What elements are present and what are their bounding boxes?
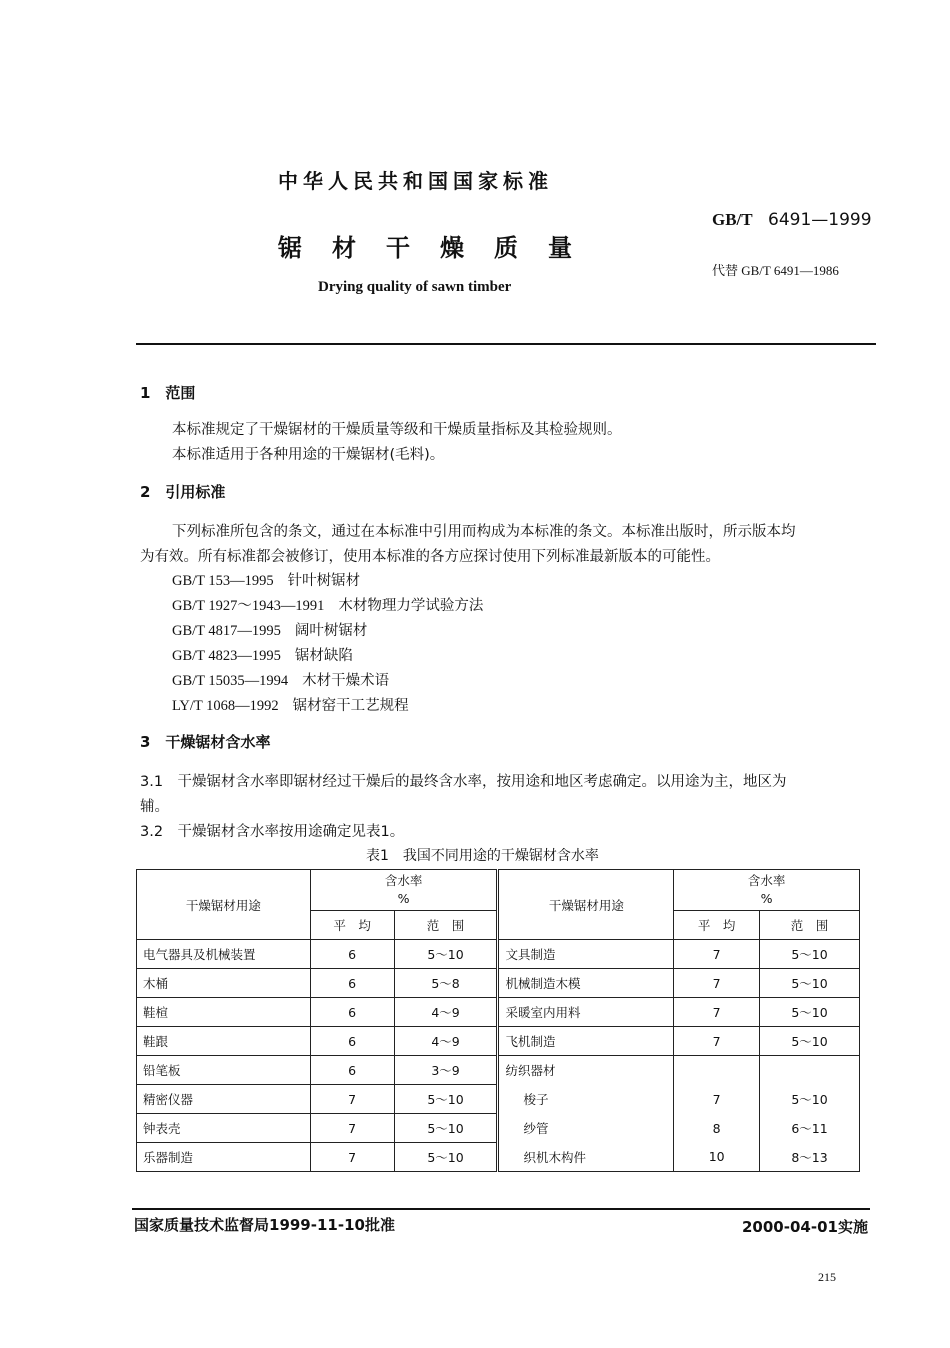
section-3-1-paragraph: 辅。 — [140, 799, 169, 815]
table-row — [137, 969, 860, 998]
use-cell: 鞋跟 — [137, 1027, 311, 1056]
reference-code: GB/T 1927～1943—1991 — [172, 598, 325, 614]
range-cell: 8～13 — [760, 1143, 860, 1172]
section-2-intro: 下列标准所包含的条文，通过在本标准中引用而构成为本标准的条文。本标准出版时，所示版本均 — [172, 524, 796, 540]
table-row — [137, 1085, 860, 1114]
reference-item — [172, 694, 409, 715]
header-use: 干燥锯材用途 — [137, 870, 311, 940]
header-moisture-unit: % — [397, 891, 410, 906]
range-cell: 4～9 — [394, 1027, 498, 1056]
use-cell: 纺织器材 — [498, 1056, 674, 1085]
range-cell: 4～9 — [394, 998, 498, 1027]
range-cell: 5～10 — [394, 1114, 498, 1143]
reference-name: 阔叶树锯材 — [294, 623, 368, 639]
average-cell: 7 — [310, 1085, 394, 1114]
replaces-note: 代替 GB/T 6491—1986 — [712, 263, 839, 278]
reference-code: GB/T 15035—1994 — [172, 673, 289, 689]
section-2-intro: 为有效。所有标准都会被修订，使用本标准的各方应探讨使用下列标准最新版本的可能性。 — [140, 549, 720, 565]
section-1-heading: 1 范围 — [140, 384, 196, 402]
reference-code: LY/T 1068—1992 — [172, 698, 279, 714]
range-cell: 5～10 — [394, 1143, 498, 1172]
average-cell: 7 — [310, 1114, 394, 1143]
header-moisture-label: 含水率 — [747, 873, 786, 888]
moisture-content-table — [136, 869, 860, 1172]
range-cell: 5～10 — [760, 940, 860, 969]
header-range: 范 围 — [394, 911, 498, 940]
average-cell: 7 — [674, 998, 760, 1027]
average-cell: 6 — [310, 998, 394, 1027]
reference-name: 木材干燥术语 — [302, 673, 390, 689]
average-cell: 6 — [310, 969, 394, 998]
average-cell: 7 — [674, 969, 760, 998]
table-caption: 表1 我国不同用途的干燥锯材含水率 — [366, 848, 599, 864]
reference-item — [172, 669, 389, 690]
standard-code-number: 6491—1999 — [768, 210, 872, 230]
average-cell: 6 — [310, 1027, 394, 1056]
national-standard-title: 中华人民共和国国家标准 — [278, 169, 553, 193]
table-row — [137, 1027, 860, 1056]
range-cell: 3～9 — [394, 1056, 498, 1085]
header-moisture — [310, 870, 498, 911]
average-cell: 10 — [674, 1143, 760, 1172]
use-cell: 钟表壳 — [137, 1114, 311, 1143]
header-rule — [136, 343, 876, 345]
table-row — [137, 1056, 860, 1085]
use-cell: 电气器具及机械装置 — [137, 940, 311, 969]
range-cell: 5～10 — [760, 969, 860, 998]
average-cell: 6 — [310, 1056, 394, 1085]
reference-item — [172, 594, 483, 615]
average-cell: 7 — [674, 1085, 760, 1114]
reference-name: 锯材窑干工艺规程 — [292, 698, 409, 714]
reference-code: GB/T 153—1995 — [172, 573, 274, 589]
header-moisture-label: 含水率 — [384, 873, 423, 888]
average-cell: 7 — [674, 1027, 760, 1056]
use-cell: 木桶 — [137, 969, 311, 998]
standard-title: 锯材干燥质量 — [278, 234, 602, 262]
section-3-1-paragraph: 3.1 干燥锯材含水率即锯材经过干燥后的最终含水率，按用途和地区考虑确定。以用途为主，地区为 — [140, 774, 787, 790]
standard-title-english: Drying quality of sawn timber — [318, 279, 512, 295]
table-row — [137, 998, 860, 1027]
section-3-heading: 3 干燥锯材含水率 — [140, 733, 271, 751]
standard-code — [712, 210, 872, 230]
range-cell: 6～11 — [760, 1114, 860, 1143]
header-average: 平 均 — [310, 911, 394, 940]
section-2-heading: 2 引用标准 — [140, 483, 226, 501]
use-cell: 文具制造 — [498, 940, 674, 969]
range-cell: 5～10 — [760, 998, 860, 1027]
header-moisture-unit: % — [760, 891, 773, 906]
reference-name: 锯材缺陷 — [294, 648, 353, 664]
reference-item — [172, 619, 367, 640]
use-cell: 织机木构件 — [498, 1143, 674, 1172]
use-cell: 采暖室内用料 — [498, 998, 674, 1027]
footer-rule — [132, 1208, 870, 1210]
range-cell: 5～8 — [394, 969, 498, 998]
use-cell: 精密仪器 — [137, 1085, 311, 1114]
range-cell: 5～10 — [760, 1085, 860, 1114]
use-cell: 乐器制造 — [137, 1143, 311, 1172]
range-cell — [760, 1056, 860, 1085]
header-use: 干燥锯材用途 — [498, 870, 674, 940]
average-cell: 7 — [674, 940, 760, 969]
section-1-paragraph: 本标准适用于各种用途的干燥锯材(毛料)。 — [172, 447, 445, 463]
reference-item — [172, 569, 360, 590]
use-cell: 机械制造木模 — [498, 969, 674, 998]
range-cell: 5～10 — [394, 1085, 498, 1114]
page-number: 215 — [818, 1270, 836, 1284]
section-3-2-paragraph: 3.2 干燥锯材含水率按用途确定见表1。 — [140, 824, 405, 840]
use-cell: 鞋楦 — [137, 998, 311, 1027]
standard-code-prefix: GB/T — [712, 210, 753, 229]
average-cell: 7 — [310, 1143, 394, 1172]
range-cell: 5～10 — [394, 940, 498, 969]
average-cell: 8 — [674, 1114, 760, 1143]
average-cell — [674, 1056, 760, 1085]
reference-code: GB/T 4817—1995 — [172, 623, 281, 639]
header-average: 平 均 — [674, 911, 760, 940]
section-1-paragraph: 本标准规定了干燥锯材的干燥质量等级和干燥质量指标及其检验规则。 — [172, 422, 622, 438]
range-cell: 5～10 — [760, 1027, 860, 1056]
header-moisture — [674, 870, 860, 911]
reference-code: GB/T 4823—1995 — [172, 648, 281, 664]
use-cell: 飞机制造 — [498, 1027, 674, 1056]
reference-name: 针叶树锯材 — [287, 573, 361, 589]
approval-note: 国家质量技术监督局1999-11-10批准 — [134, 1216, 395, 1234]
average-cell: 6 — [310, 940, 394, 969]
table-row — [137, 940, 860, 969]
table-row — [137, 1114, 860, 1143]
reference-name: 木材物理力学试验方法 — [338, 598, 484, 614]
table-row — [137, 1143, 860, 1172]
use-cell: 梭子 — [498, 1085, 674, 1114]
use-cell: 纱管 — [498, 1114, 674, 1143]
reference-item — [172, 644, 353, 665]
use-cell: 铅笔板 — [137, 1056, 311, 1085]
header-range: 范 围 — [760, 911, 860, 940]
implementation-note: 2000-04-01实施 — [742, 1218, 868, 1236]
